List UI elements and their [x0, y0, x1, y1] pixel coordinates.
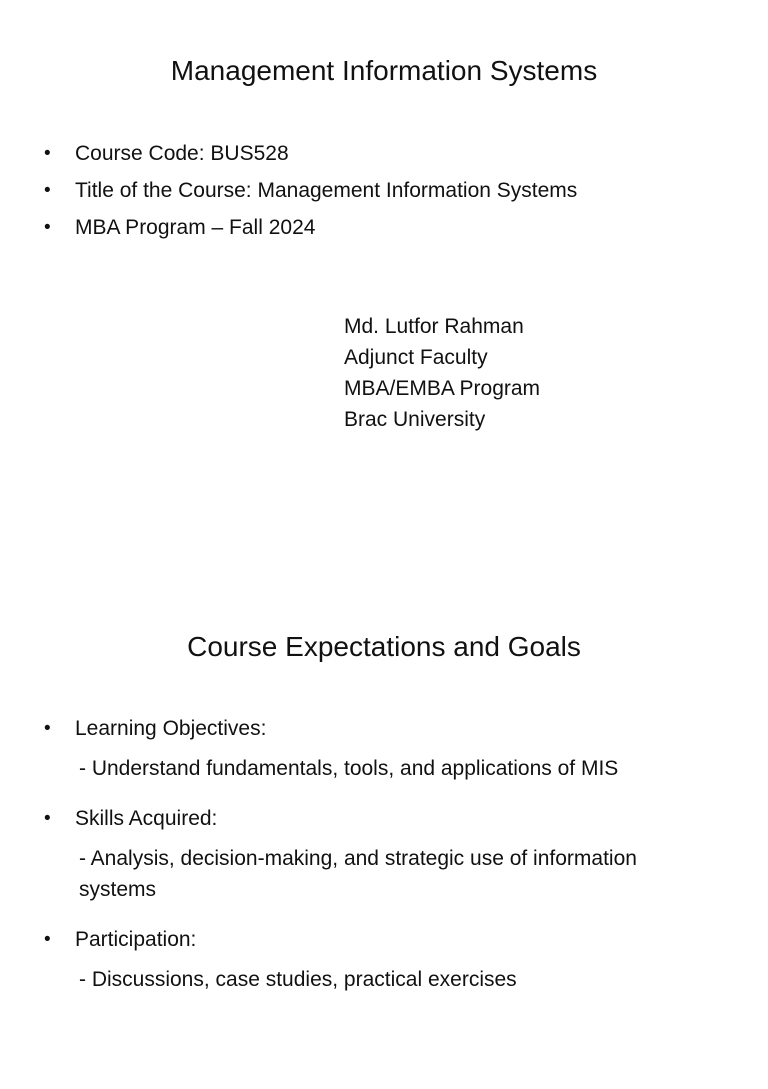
slide-course-intro [0, 0, 768, 512]
item-heading: Participation: [75, 928, 197, 951]
list-item-skills-acquired [44, 806, 734, 905]
bullet-icon: • [44, 808, 51, 829]
course-title-text: Title of the Course: Management Information Systems [75, 179, 578, 202]
bullet-icon: • [44, 718, 51, 739]
instructor-name: Md. Lutfor Rahman [344, 315, 524, 338]
slide-course-expectations [0, 577, 768, 1089]
item-detail: - Analysis, decision-making, and strategic use of information systems [79, 847, 637, 901]
bullet-icon: • [44, 217, 51, 238]
instructor-university: Brac University [344, 408, 486, 431]
list-item-learning-objectives [44, 716, 734, 784]
item-detail: - Discussions, case studies, practical exercises [79, 968, 517, 991]
list-item-participation [44, 927, 734, 995]
item-heading: Skills Acquired: [75, 807, 218, 830]
slide-title: Management Information Systems [170, 55, 598, 86]
bullet-icon: • [44, 143, 51, 164]
course-info-list [44, 141, 734, 252]
item-heading: Learning Objectives: [75, 717, 267, 740]
bullet-icon: • [44, 929, 51, 950]
bullet-icon: • [44, 180, 51, 201]
instructor-role: Adjunct Faculty [344, 346, 488, 369]
item-detail: - Understand fundamentals, tools, and applications of MIS [79, 757, 619, 780]
course-code-text: Course Code: BUS528 [75, 142, 289, 165]
program-text: MBA Program – Fall 2024 [75, 216, 316, 239]
list-item-course-title [44, 178, 734, 204]
instructor-block [344, 311, 540, 435]
list-item-course-code [44, 141, 734, 167]
list-item-program [44, 215, 734, 241]
expectations-list [44, 716, 734, 1017]
instructor-program: MBA/EMBA Program [344, 377, 541, 400]
slide-title: Course Expectations and Goals [187, 631, 581, 662]
